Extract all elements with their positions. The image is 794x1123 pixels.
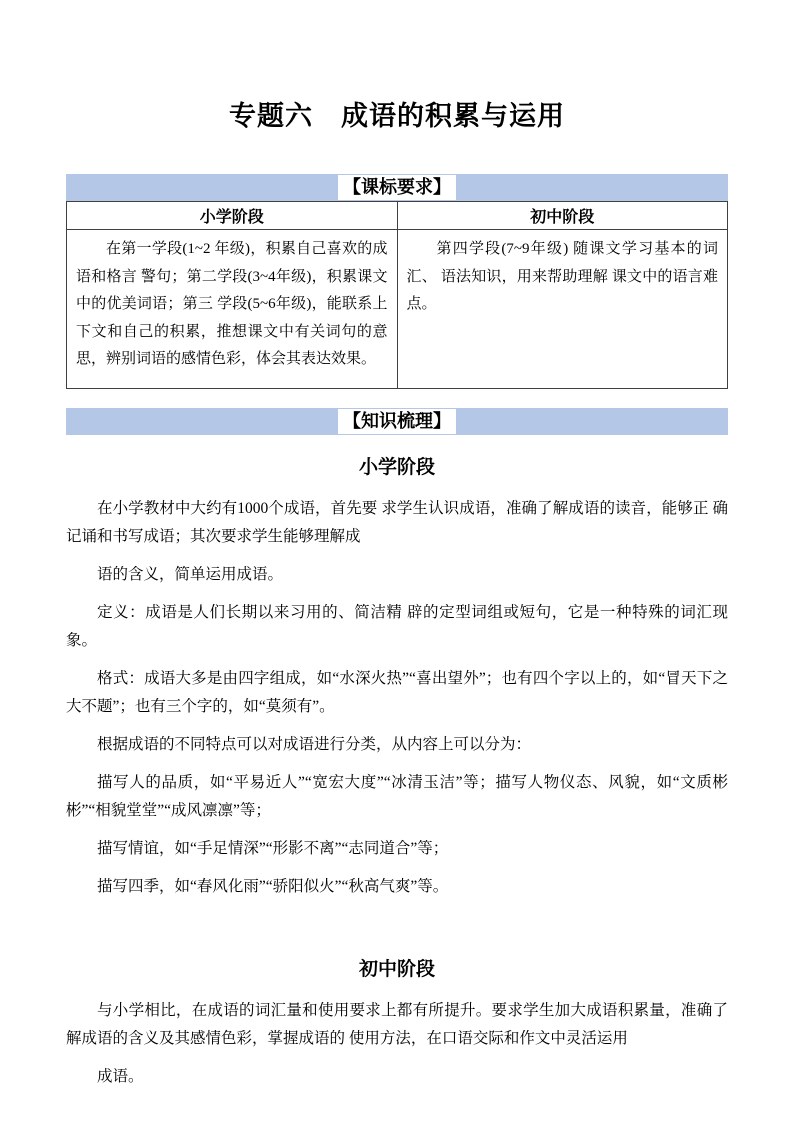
junior-stage-body [66, 997, 728, 1091]
paragraph: 在小学教材中大约有1000个成语，首先要 求学生认识成语，准确了解成语的读音，能够正 确记诵和书写成语；其次要求学生能够理解成 [66, 499, 728, 545]
table-header-row [67, 202, 728, 230]
paragraph: 语的含义，简单运用成语。 [97, 565, 284, 583]
banner-knowledge-label: 【知识梳理】 [338, 409, 456, 434]
curriculum-table [66, 201, 728, 389]
page-title: 专题六 成语的积累与运用 [229, 101, 565, 131]
primary-stage-body [66, 495, 728, 901]
paragraph: 描写情谊，如“手足情深”“形影不离”“志同道合”等； [97, 839, 449, 857]
paragraph: 描写人的品质，如“平易近人”“宽宏大度”“冰清玉洁”等；描写人物仪态、风貌，如“文质彬彬”“相貌堂堂”“成风凛凛”等； [66, 773, 728, 819]
cell-primary-stage: 在第一学段(1~2 年级)，积累自己喜欢的成语和格言 警句；第二学段(3~4年级)，积累课文中的优美词语；第三 学段(5~6年级)，能联系上下文和自己的积累，推想课文中有关词句的意思，辨别词语的感情色彩，体会其表达效果。 [67, 230, 398, 389]
paragraph: 定义：成语是人们长期以来习用的、简洁精 辟的定型词组或短句，它是一种特殊的词汇现象。 [66, 603, 728, 649]
banner-curriculum-label: 【课标要求】 [338, 175, 456, 200]
primary-stage-heading: 小学阶段 [358, 456, 435, 478]
section-banner-curriculum [66, 174, 728, 201]
cell-junior-stage: 第四学段(7~9年级) 随课文学习基本的词汇、 语法知识，用来帮助理解 课文中的语言难点。 [397, 230, 728, 389]
paragraph: 格式：成语大多是由四字组成，如“水深火热”“喜出望外”；也有四个字以上的，如“冒天下之大不题”；也有三个字的，如“莫须有”。 [66, 669, 728, 715]
table-body-row [67, 230, 728, 389]
header-cell-junior: 初中阶段 [397, 202, 728, 230]
paragraph: 描写四季，如“春风化雨”“骄阳似火”“秋高气爽”等。 [97, 877, 449, 895]
junior-stage-heading: 初中阶段 [358, 958, 435, 980]
header-cell-primary: 小学阶段 [67, 202, 398, 230]
paragraph: 成语。 [97, 1067, 144, 1085]
paragraph: 与小学相比，在成语的词汇量和使用要求上都有所提升。要求学生加大成语积累量，准确了解成语的含义及其感情色彩，掌握成语的 使用方法，在口语交际和作文中灵活运用 [66, 1001, 728, 1047]
section-banner-knowledge [66, 408, 728, 435]
paragraph: 根据成语的不同特点可以对成语进行分类，从内容上可以分为： [97, 735, 532, 753]
